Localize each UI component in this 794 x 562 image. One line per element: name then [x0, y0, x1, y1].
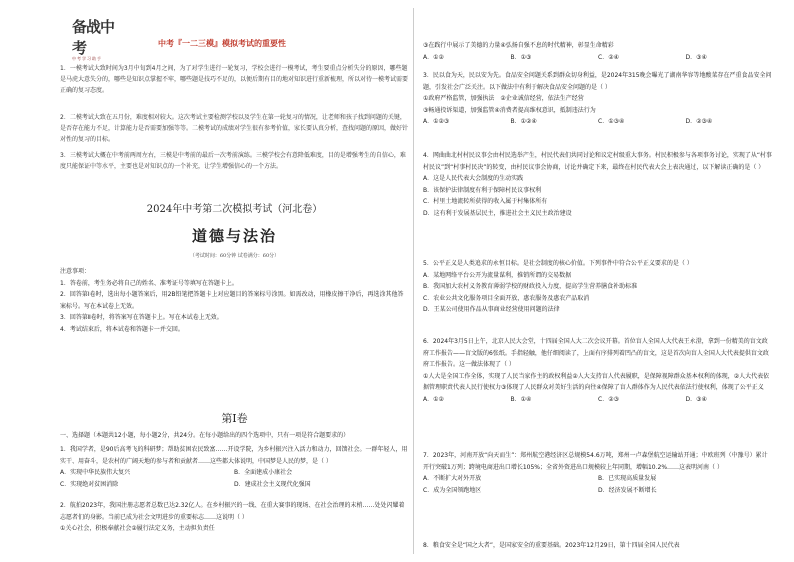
note-item: 2．回答第Ⅰ卷时，选出每小题答案后，用2B铅笔把答题卡上对应题目的答案标号涂黑。如需改动，用橡皮擦干净后，再选涂其他答案标号。写在本试卷上无效。	[60, 291, 404, 310]
option: C．成为全国领跑地区	[423, 486, 482, 494]
option: D．③④	[685, 395, 707, 403]
intro-paragraph-3: 3．三模考试大概在中考前两周左右，三模是中考前的最后一次考前演练。三模学校会有意降低难度，目的是增强考生的自信心，难度只能保证中等水平，主要也是对知识点的一个补充，让学生增强信心的一个方法。	[60, 152, 406, 170]
option: A．①②	[423, 53, 444, 61]
question-stem: 5．公平正义是人类追求的永恒目标。是社会制度的核心价值。下列事件中符合公平正义要求的是（ ）	[423, 260, 693, 267]
question-6	[423, 336, 773, 405]
question-stem: 3．民以食为天，民以安为先。食品安全问题关系到群众切身利益，是2024年315晚会曝光了湖南华容等地酸菜存在严重食品安全问题，引发社会广泛关注。以下做法中有利于解决食品安全问题的是（ ）	[423, 72, 772, 91]
question-options	[423, 394, 773, 406]
note-item: 4．考试结束后，将本试卷和答题卡一并交回。	[60, 325, 184, 333]
option: A．①②③	[423, 118, 450, 125]
option: A．实现中华民族伟大复兴	[60, 469, 131, 476]
option: A．不断扩大对外开放	[423, 475, 482, 482]
exam-meta: （考试时间：60分钟 试卷满分：60分）	[189, 253, 280, 259]
question-stem: 7．2023年，河南开放“向天而生”：郑州航空港经济区总规模54.6万吨，郑州一卢森堡航空运输站开通；中欧班列（中豫号）累计开行突破1万列；跨境电商进出口增长105%；全省外资进出口规模较上年同期，增幅10.2%……这表明河南（ ）	[423, 452, 768, 471]
option: D．王某公司使用作品从事商业经营使用问题的法律	[423, 306, 560, 313]
option: B．①④	[510, 395, 532, 403]
question-items: ①政府严格监管，加强执法 ②企业诚信经营，依法生产经营 ③畅通投诉渠道，加强监管④消费者提高维权意识，抵制违法行为	[423, 95, 596, 114]
question-items: ①人大是全国工作全体，实现了人民当家作主的政权利益②人大支持盲人代表履职，是保障视障群众基本权利的体现，②人大代表依据管理职责代表人民行使权力③体现了人民群众对美好生活的向往④保障了盲人群体作为人民代表依法行使权利，体现了公平正义	[423, 372, 770, 391]
option: B．①③	[510, 53, 532, 61]
notes-heading: 注意事项：	[60, 268, 91, 275]
brand-logo	[72, 16, 120, 61]
section-title: 第Ⅰ卷	[221, 412, 248, 425]
option: B．该保护法律制度有利于保障村民议事权利	[423, 186, 542, 194]
option: D．建成社会主义现代化强国	[234, 480, 311, 488]
question-stem: 1．我国学者，是90后高考飞的科研梦；帮助贫困农民致富……开设学院，为乡村振兴注入活力和动力，回馈社会。一群年轻人，用实干、用奋斗，是农村的广阔天地的参与者和贡献者……这些都大体说明，中国梦是人民的梦，是（ ）	[60, 446, 408, 465]
option: A．这是人民代表大会制度的生动实践	[423, 175, 524, 182]
intro-paragraph-1: 1．一模考试大致时间为3月中旬到4月之间，为了对学生进行一轮复习，学校会进行一模考试，考生要重点分析失分的原因，哪些题是马虎大意失分的，哪些是知识点掌握不牢，哪些题是技巧不足的，以便后期有目的地对知识进行重新梳理，所以对待一模考试需要正确的复习态度。	[60, 65, 409, 94]
option: B．我国加大农村义务教育薄弱学校的财政投入力度，提高学生营养膳食补助标准	[423, 283, 638, 290]
option: C．②④	[598, 53, 619, 61]
question-2	[60, 500, 408, 535]
column-divider	[413, 8, 414, 554]
section-intro: 一、选择题（本题共12小题，每小题2分，共24分。在每小题给出的四个选项中，只有一项是符合题要求的）	[60, 432, 350, 439]
option: A．①②	[423, 395, 444, 403]
option: C．②③	[598, 395, 619, 403]
option: D．②③④	[685, 118, 713, 125]
option: B．已实现高质量发展	[598, 475, 657, 482]
question-stem: 4．网曲曲北村村民议事会由村民选举产生，村民代表们共同讨论和议定村级重大事务。村民积极参与各项事务讨论，实现了从“村事村民议”到“村事村民决”的转变，由村民议事会协商，讨论并确定下来，最终在村民代表大会上表决通过，以下解读正确的是（ ）	[423, 152, 772, 171]
question-items: ①关心社会，积极奉献社会②履行法定义务，主动担负责任	[60, 525, 215, 532]
option: C．实现绝对贫困消除	[60, 480, 119, 488]
notes-block	[60, 266, 408, 335]
exam-title: 2024年中考第二次模拟考试（河北卷）	[146, 204, 323, 215]
option: B．全面建成小康社会	[234, 469, 293, 476]
question-options	[60, 467, 408, 490]
option: C．农业公共文化服务项目全面开放，惠农服务及惠农产品取消	[423, 294, 590, 302]
intro-paragraph-2: 2．二模考试大致在五月份，难度相对较大。这次考试主要检测学校以及学生在第一轮复习的情况，让老师和孩子找到问题的关键，是否存在能力不足，计算能力是否需要加强等等。二模考试的成绩对学生很有参考价值，家长要认真分析，查找问题的原因，做好针对性的复习的目标。	[60, 114, 409, 143]
question-2-continued	[423, 40, 773, 63]
question-3	[423, 70, 773, 128]
subject-title: 道德与法治	[191, 227, 277, 245]
logo-subtitle: 中考学习助手	[72, 56, 102, 61]
option: D．③④	[685, 53, 707, 61]
option: D．这有利于发展基层民主，推进社会主义民主政治建设	[423, 209, 572, 217]
question-4	[423, 150, 773, 219]
question-5	[423, 258, 773, 316]
question-items: ③在践行中展示了美德的力量④弘扬自强不息的时代精神，彰显生命精彩	[423, 42, 614, 49]
logo-text: 备战中考	[72, 18, 115, 57]
option: A．某地网络平台公开为流量谋利，推销所谓的交易数据	[423, 271, 572, 279]
question-options	[423, 116, 773, 128]
option: D．经济发展不断增长	[598, 486, 657, 494]
question-8: 8．粮食安全是“国之大者”，是国家安全的重要基础。2023年12月29日，第十四届全国人民代表	[423, 542, 680, 549]
question-stem: 2．航拍2023年，我国注册志愿者总数已达2.32亿人。在乡村振兴的一线、在重大赛事的现场、在社会治理的末梢……处处闪耀着志愿者们的身影。当前已成为社会文明进步的重要标志……这说明（ ）	[60, 502, 405, 521]
option: C．村里土地流转所获得的收入属于村集体所有	[423, 198, 548, 205]
question-7	[423, 450, 773, 496]
question-stem: 6．2024年3月5日上午，北京人民大会堂，十四届全国人大二次会议开幕。首位盲人全国人大代表王永澄，拿到一份精美的盲文政府工作报告——盲文版的6张纸。手指轻触，他仔细阅读了，上面有序排列着凹凸的盲文，这是首次向盲人全国人大代表提供盲文政府工作报告。这一做法体现了（ ）	[423, 338, 769, 368]
banner-title: 中考『一二三模』模拟考试的重要性	[158, 39, 286, 48]
question-options	[423, 473, 773, 496]
question-options	[423, 52, 773, 64]
question-1	[60, 444, 408, 490]
option: B．①②④	[510, 118, 537, 125]
option: C．①③④	[598, 118, 625, 125]
note-item: 3．回答第Ⅱ卷时，将答案写在答题卡上。写在本试卷上无效。	[60, 314, 223, 321]
note-item: 1．答卷前，考生务必将自己的姓名、准考证号等填写在答题卡上。	[60, 279, 238, 287]
